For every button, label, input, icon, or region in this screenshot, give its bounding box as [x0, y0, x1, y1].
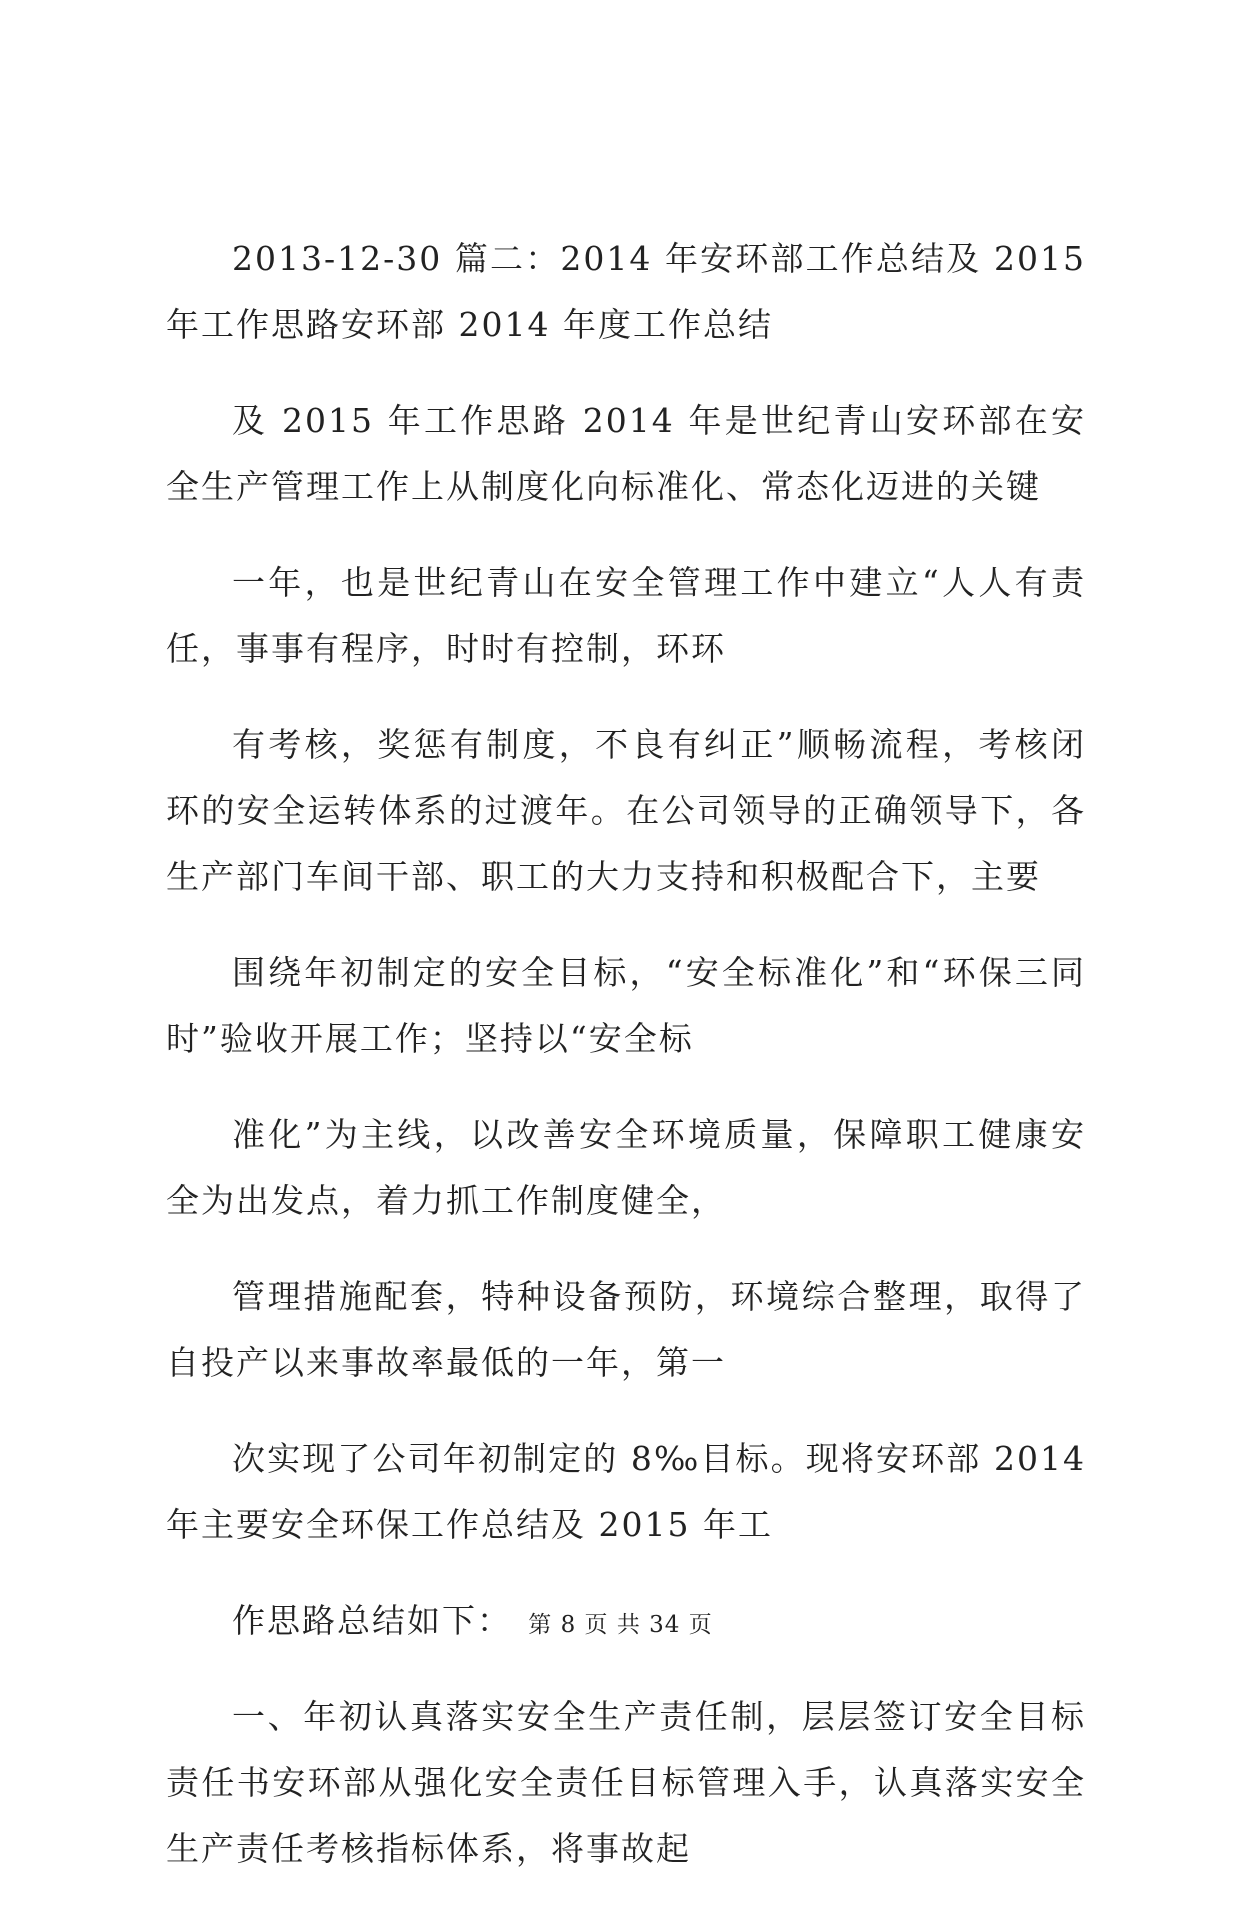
paragraph: 一、年初认真落实安全生产责任制，层层签订安全目标责任书安环部从强化安全责任目标管理入手，认真落实安全生产责任考核指标体系，将事故起	[166, 1697, 1086, 1868]
paragraph: 一年，也是世纪青山在安全管理工作中建立“人人有责任，事事有程序，时时有控制，环环	[166, 563, 1086, 668]
paragraph: 2013-12-30 篇二：2014 年安环部工作总结及 2015 年工作思路安环部 2014 年度工作总结	[166, 239, 1086, 344]
paragraph: 管理措施配套，特种设备预防，环境综合整理，取得了自投产以来事故率最低的一年，第一	[166, 1277, 1086, 1382]
paragraph: 及 2015 年工作思路 2014 年是世纪青山安环部在安全生产管理工作上从制度化向标准化、常态化迈进的关键	[166, 401, 1086, 506]
paragraph: 围绕年初制定的安全目标，“安全标准化”和“环保三同时”验收开展工作；坚持以“安全标	[166, 953, 1086, 1058]
paragraph: 准化”为主线，以改善安全环境质量，保障职工健康安全为出发点，着力抓工作制度健全，	[166, 1115, 1086, 1220]
paragraph: 次实现了公司年初制定的 8‰目标。现将安环部 2014 年主要安全环保工作总结及 2015 年工	[166, 1439, 1086, 1544]
paragraph: 有考核，奖惩有制度，不良有纠正”顺畅流程，考核闭环的安全运转体系的过渡年。在公司领导的正确领导下，各生产部门车间干部、职工的大力支持和积极配合下，主要	[166, 725, 1086, 896]
paragraph: 作思路总结如下：	[232, 1601, 512, 1640]
page-number-footer: 第 8 页 共 34 页	[528, 1612, 713, 1638]
document-body	[166, 226, 1086, 1912]
